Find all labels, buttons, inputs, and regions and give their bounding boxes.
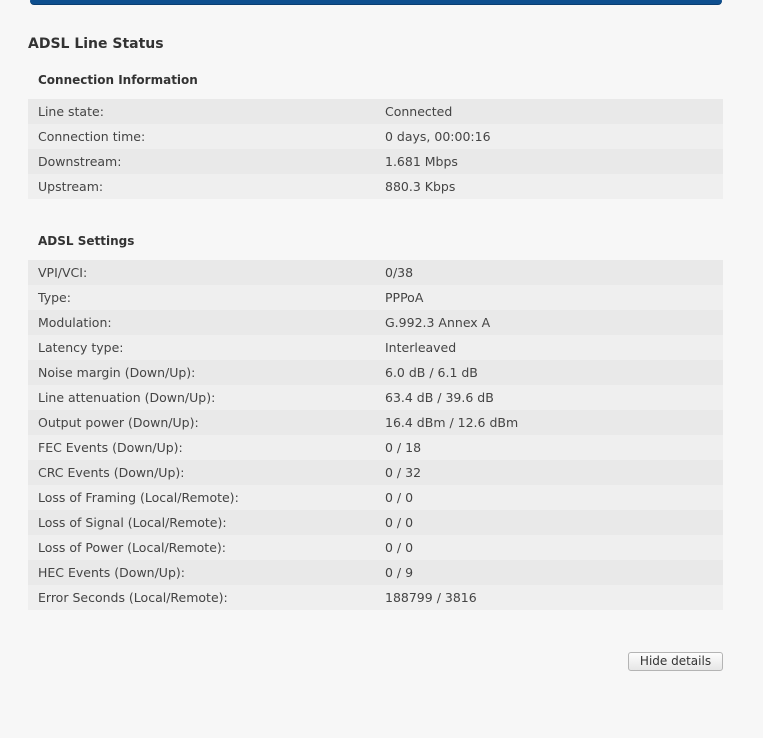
row-value: 0 / 18 — [385, 440, 422, 455]
row-value: 0 / 0 — [385, 490, 414, 505]
table-row — [28, 535, 723, 560]
row-label: Loss of Framing (Local/Remote): — [38, 490, 239, 505]
table-row — [28, 460, 723, 485]
row-label: Line attenuation (Down/Up): — [38, 390, 216, 405]
row-label: Type: — [38, 290, 71, 305]
row-value: 0 / 0 — [385, 515, 414, 530]
adsl-settings-table — [28, 260, 723, 610]
row-value: 6.0 dB / 6.1 dB — [385, 365, 478, 380]
hide-details-button[interactable]: Hide details — [628, 652, 723, 671]
table-row — [28, 410, 723, 435]
row-value: 0 / 32 — [385, 465, 422, 480]
row-label: CRC Events (Down/Up): — [38, 465, 185, 480]
row-value: 16.4 dBm / 12.6 dBm — [385, 415, 519, 430]
table-row — [28, 149, 723, 174]
row-label: Line state: — [38, 104, 104, 119]
row-label: Loss of Power (Local/Remote): — [38, 540, 226, 555]
table-row — [28, 385, 723, 410]
table-row — [28, 99, 723, 124]
table-row — [28, 174, 723, 199]
row-value: 0/38 — [385, 265, 414, 280]
table-row — [28, 360, 723, 385]
table-row — [28, 335, 723, 360]
row-label: Modulation: — [38, 315, 112, 330]
table-row — [28, 285, 723, 310]
row-label: HEC Events (Down/Up): — [38, 565, 185, 580]
page-title: ADSL Line Status — [28, 36, 164, 52]
row-value: Interleaved — [385, 340, 457, 355]
table-row — [28, 585, 723, 610]
header-bar — [30, 0, 722, 4]
connection-information-section — [28, 68, 723, 199]
row-value: Connected — [385, 104, 453, 119]
row-label: Connection time: — [38, 129, 146, 144]
row-label: VPI/VCI: — [38, 265, 88, 280]
row-value: 0 days, 00:00:16 — [385, 129, 491, 144]
section-title-connection-information: Connection Information — [38, 73, 198, 87]
row-label: FEC Events (Down/Up): — [38, 440, 183, 455]
section-title-adsl-settings: ADSL Settings — [38, 234, 135, 248]
row-value: PPPoA — [385, 290, 424, 305]
table-row — [28, 124, 723, 149]
row-value: 0 / 9 — [385, 565, 414, 580]
row-label: Output power (Down/Up): — [38, 415, 199, 430]
row-value: 188799 / 3816 — [385, 590, 477, 605]
row-label: Upstream: — [38, 179, 104, 194]
row-label: Latency type: — [38, 340, 124, 355]
row-value: 1.681 Mbps — [385, 154, 458, 169]
adsl-settings-section — [28, 229, 723, 610]
row-value: 63.4 dB / 39.6 dB — [385, 390, 494, 405]
table-row — [28, 435, 723, 460]
row-label: Downstream: — [38, 154, 122, 169]
row-label: Error Seconds (Local/Remote): — [38, 590, 228, 605]
table-row — [28, 310, 723, 335]
table-row — [28, 510, 723, 535]
table-row — [28, 560, 723, 585]
table-row — [28, 485, 723, 510]
table-row — [28, 260, 723, 285]
row-value: G.992.3 Annex A — [385, 315, 491, 330]
row-label: Noise margin (Down/Up): — [38, 365, 196, 380]
row-value: 880.3 Kbps — [385, 179, 456, 194]
connection-information-table — [28, 99, 723, 199]
row-label: Loss of Signal (Local/Remote): — [38, 515, 227, 530]
row-value: 0 / 0 — [385, 540, 414, 555]
